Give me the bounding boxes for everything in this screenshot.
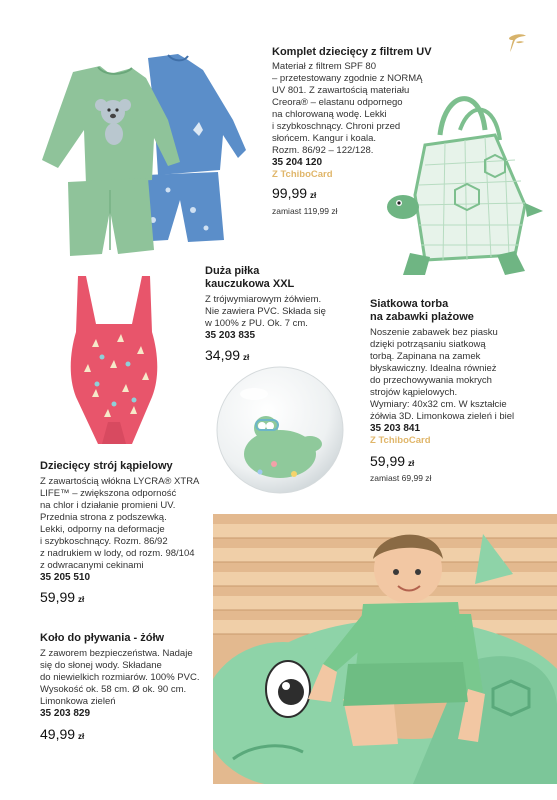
ball-title: Duża piłka kauczukowa XXL [205,265,295,290]
uv-set-code: 35 204 120 [272,157,323,168]
swimsuit-image [62,272,167,452]
mesh-bag-description: Noszenie zabawek bez piasku dzięki potrząsaniu siatkową torbą. Zapinana na zamek błyskawiczny. Idealna również do przechowywania mokrych strojów kąpielowych. Wymiary: 40x32 cm. W kształcie żółwia 3D. Limonkowa zieleń i biel [370,327,515,422]
float-description: Z zaworem bezpieczeństwa. Nadaje się do słonej wody. Składane do niewielkich rozmiarów. 100% PVC. Wysokość ok. 58 cm. Ø ok. 90 cm. Limonkowa zieleń [40,648,200,707]
swimsuit-description: Z zawartością włókna LYCRA® XTRA LIFE™ – zwiększona odporność na chlor i działanie promieni UV. Przednia strona z podszewką. Lekki, odporny na deformacje i szybkoschnący. Rozm. 86/92 z nadrukiem w lody, od rozm. 98/104 z odwracanymi cekinami [40,476,200,571]
mesh-bag-image [385,85,550,280]
mesh-bag-block [370,298,550,484]
lifestyle-photo [213,514,557,784]
ball-description: Z trójwymiarowym żółwiem. Nie zawiera PVC. Składa się w 100% z PU. Ok. 7 cm. [205,294,326,329]
uv-set-description: Materiał z filtrem SPF 80 – przetestowany zgodnie z NORMĄ UV 801. Z zawartością materiału Creora® – elastanu odpornego na chlorowaną wodę. Lekki i szybkoschnący. Chroni przed słońcem. Kangur i koala. Rozm. 86/92 – 122/128. [272,61,423,156]
float-price: 49,99 zł [40,726,85,742]
float-block [40,632,215,745]
swimsuit-title: Dziecięcy strój kąpielowy [40,460,173,472]
uv-set-old-price: zamiast 119,99 zł [272,206,338,216]
uv-set-card-label: Z TchiboCard [272,169,333,180]
mesh-bag-price: 59,99 zł [370,453,415,469]
mesh-bag-code: 35 203 841 [370,423,421,434]
float-title: Koło do pływania - żółw [40,632,165,644]
mesh-bag-card-label: Z TchiboCard [370,435,431,446]
swimsuit-block [40,460,215,608]
uv-set-image [28,50,268,265]
uv-set-price: 99,99 zł [272,185,317,201]
mesh-bag-title: Siatkowa torba na zabawki plażowe [370,298,474,323]
swimsuit-code: 35 205 510 [40,572,91,583]
ball-price: 34,99 zł [205,347,250,363]
ball-code: 35 203 835 [205,330,256,341]
uv-set-title: Komplet dziecięcy z filtrem UV [272,46,432,58]
ball-block [205,265,365,366]
tchibo-logo-icon [503,30,529,56]
swimsuit-price: 59,99 zł [40,589,85,605]
mesh-bag-old-price: zamiast 69,99 zł [370,473,432,483]
float-code: 35 203 829 [40,708,91,719]
ball-image [214,364,346,496]
